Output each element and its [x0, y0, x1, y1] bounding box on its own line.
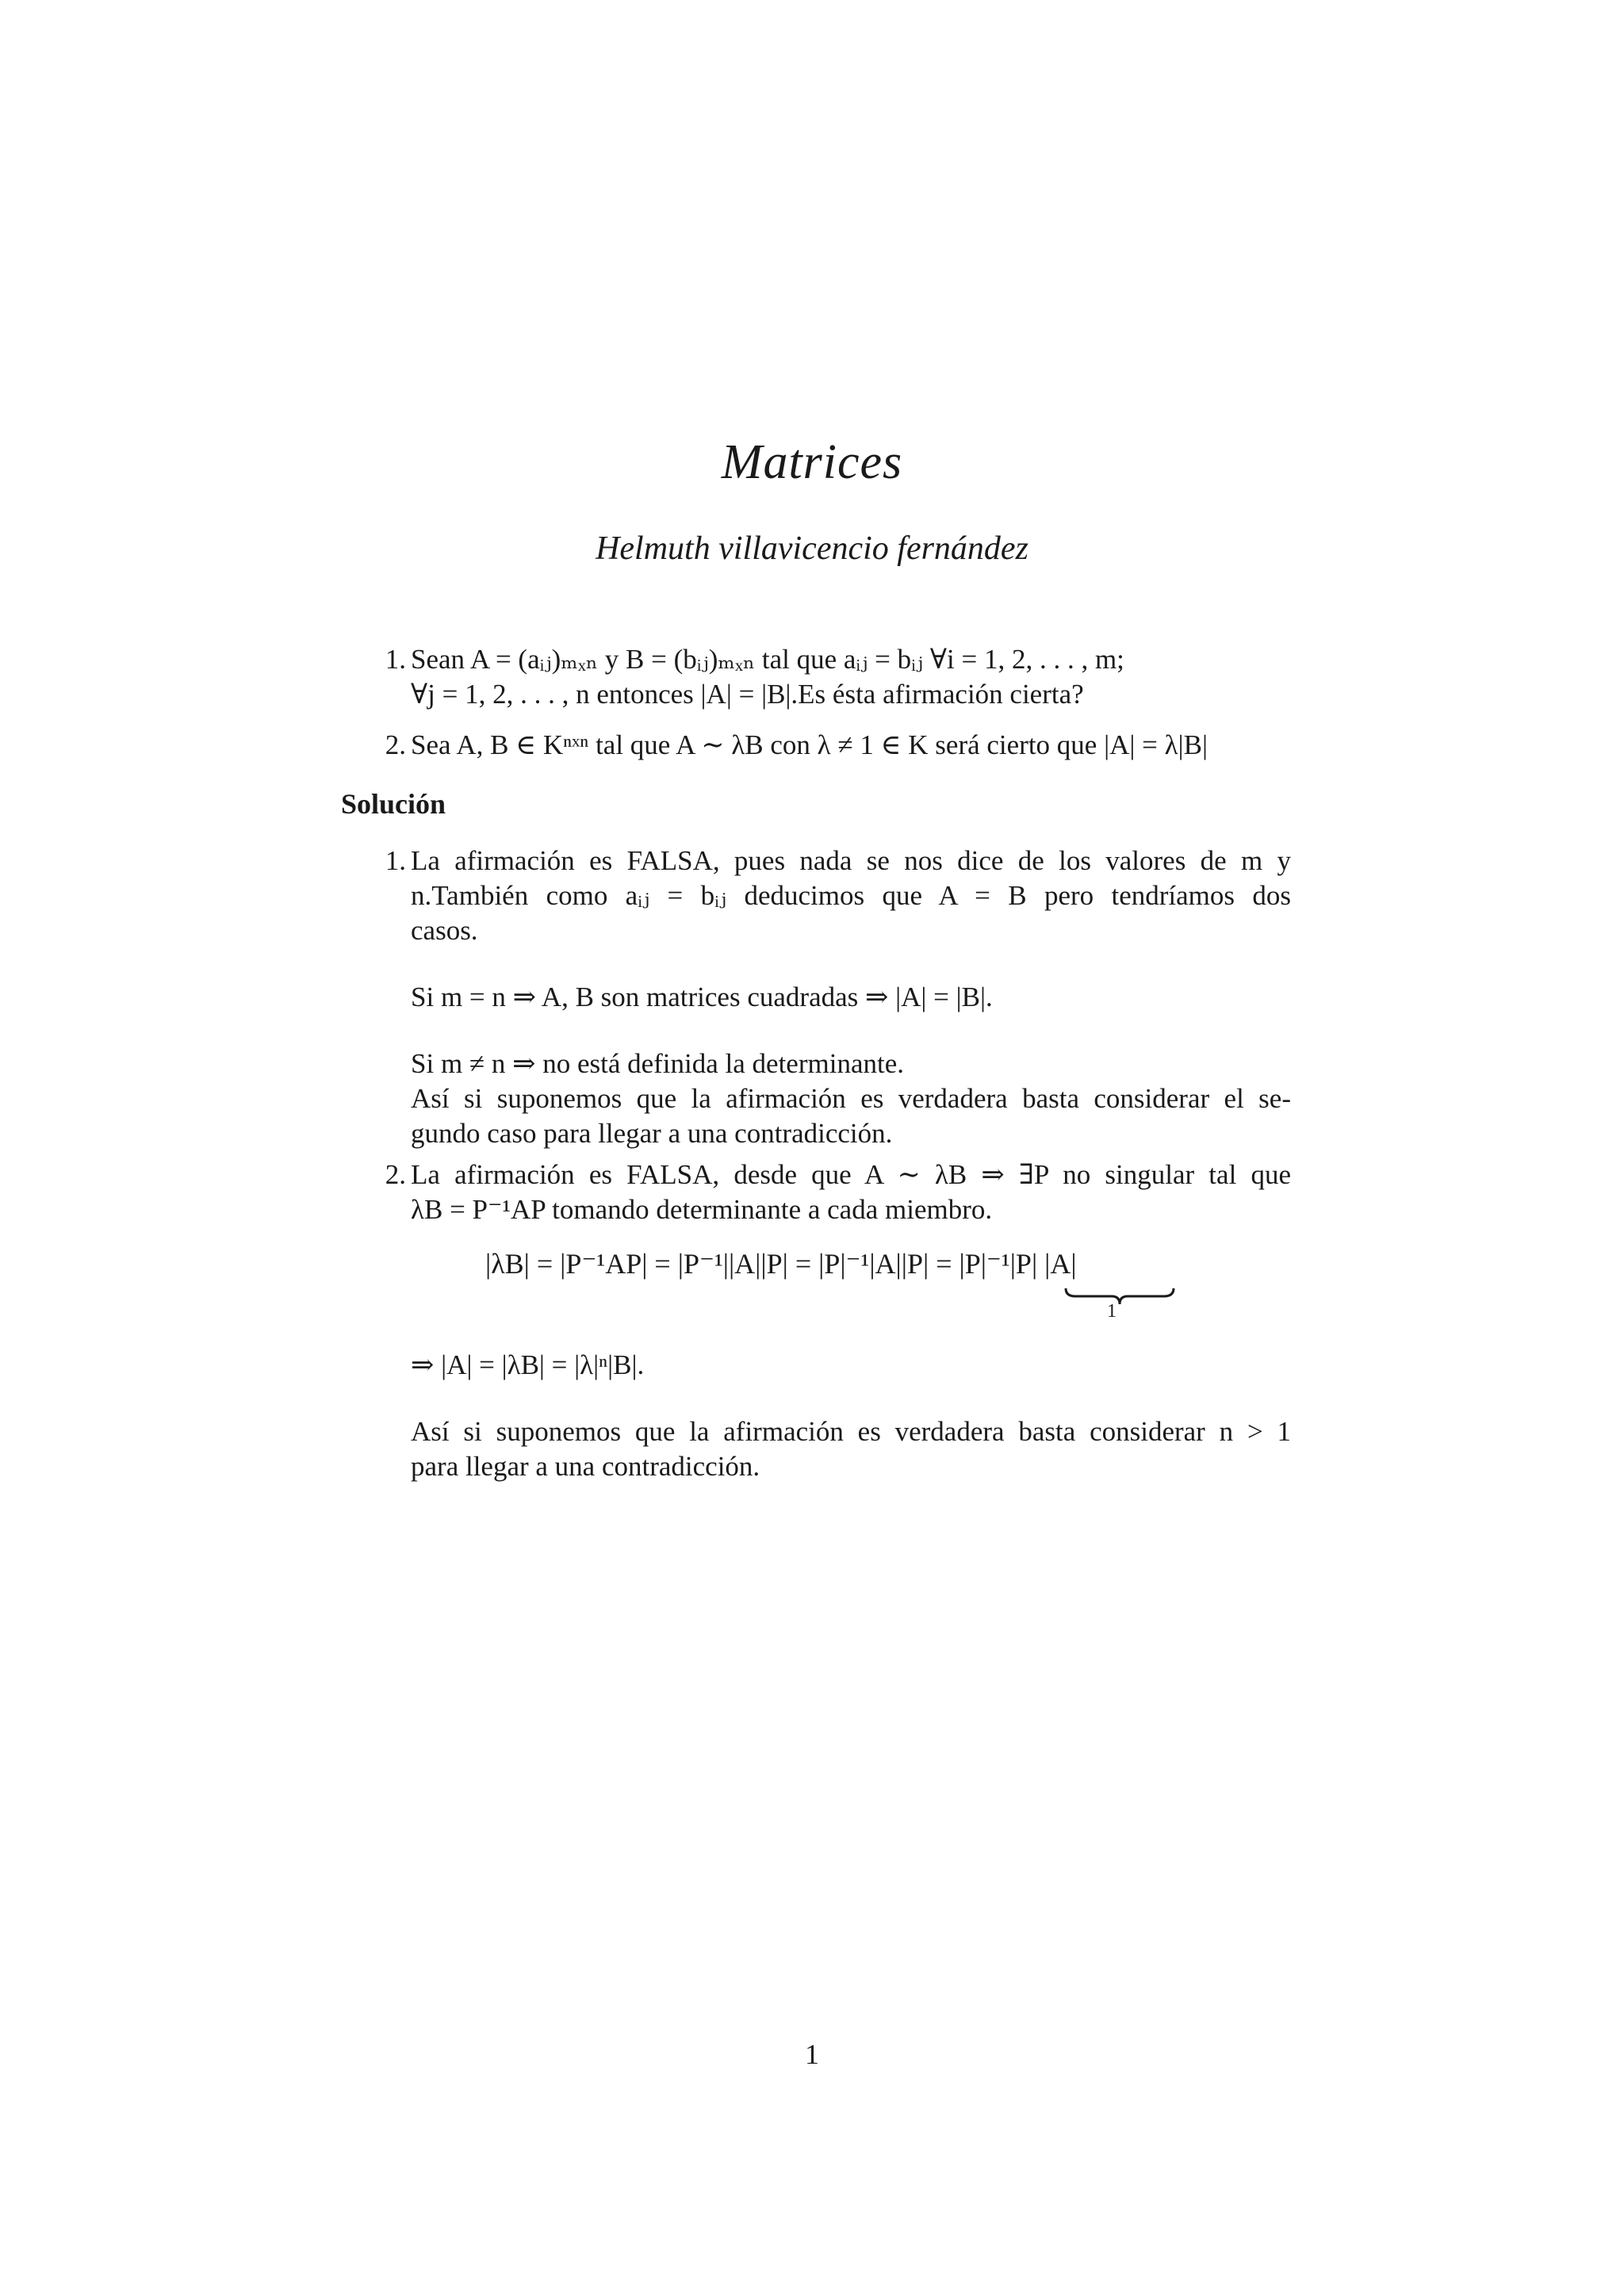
solution-1-para-line-2: n.También como aᵢⱼ = bᵢⱼ deducimos que A = B pero tendríamos dos: [411, 880, 1291, 911]
solution-2-conclusion-line-1: Así si suponemos que la afirmación es verdadera basta considerar n > 1: [411, 1416, 1291, 1447]
solution-heading: Solución: [341, 788, 446, 820]
solution-1-case-2: Si m ≠ n ⇒ no está definida la determinante.: [411, 1048, 904, 1079]
solution-2-conclusion-line-2: para llegar a una contradicción.: [411, 1451, 760, 1482]
problem-2-number: 2.: [385, 729, 406, 760]
solution-1-conclusion-line-2: gundo caso para llegar a una contradicción.: [411, 1118, 893, 1149]
page-number: 1: [805, 2038, 819, 2070]
underbrace: [1064, 1287, 1175, 1306]
solution-2-para-line-1: La afirmación es FALSA, desde que A ∼ λB ⇒ ∃P no singular tal que: [411, 1159, 1291, 1190]
document-title: Matrices: [721, 435, 903, 489]
solution-1-para-line-1: La afirmación es FALSA, pues nada se nos dice de los valores de m y: [411, 845, 1291, 876]
underbrace-label: 1: [1107, 1301, 1116, 1322]
determinant-equation: |λB| = |P⁻¹AP| = |P⁻¹||A||P| = |P|⁻¹|A||P| = |P|⁻¹|P| |A|: [485, 1248, 1077, 1280]
solution-1-conclusion-line-1: Así si suponemos que la afirmación es verdadera basta considerar el se-: [411, 1083, 1291, 1114]
problem-1-line-2: ∀j = 1, 2, . . . , n entonces |A| = |B|.Es ésta afirmación cierta?: [411, 679, 1084, 710]
solution-1-case-1: Si m = n ⇒ A, B son matrices cuadradas ⇒ |A| = |B|.: [411, 982, 993, 1012]
document-author: Helmuth villavicencio fernández: [596, 530, 1028, 567]
solution-2-para-line-2: λB = P⁻¹AP tomando determinante a cada miembro.: [411, 1194, 993, 1225]
problem-2-line-1: Sea A, B ∈ Kⁿˣⁿ tal que A ∼ λB con λ ≠ 1 ∈ K será cierto que |A| = λ|B|: [411, 729, 1208, 760]
solution-2-result: ⇒ |A| = |λB| = |λ|ⁿ|B|.: [411, 1349, 645, 1380]
solution-1-para-line-3: casos.: [411, 915, 478, 946]
problem-1-number: 1.: [385, 644, 406, 675]
solution-2-number: 2.: [385, 1159, 406, 1190]
solution-1-number: 1.: [385, 845, 406, 876]
problem-1-line-1: Sean A = (aᵢⱼ)ₘₓₙ y B = (bᵢⱼ)ₘₓₙ tal que aᵢⱼ = bᵢⱼ ∀i = 1, 2, . . . , m;: [411, 644, 1124, 675]
